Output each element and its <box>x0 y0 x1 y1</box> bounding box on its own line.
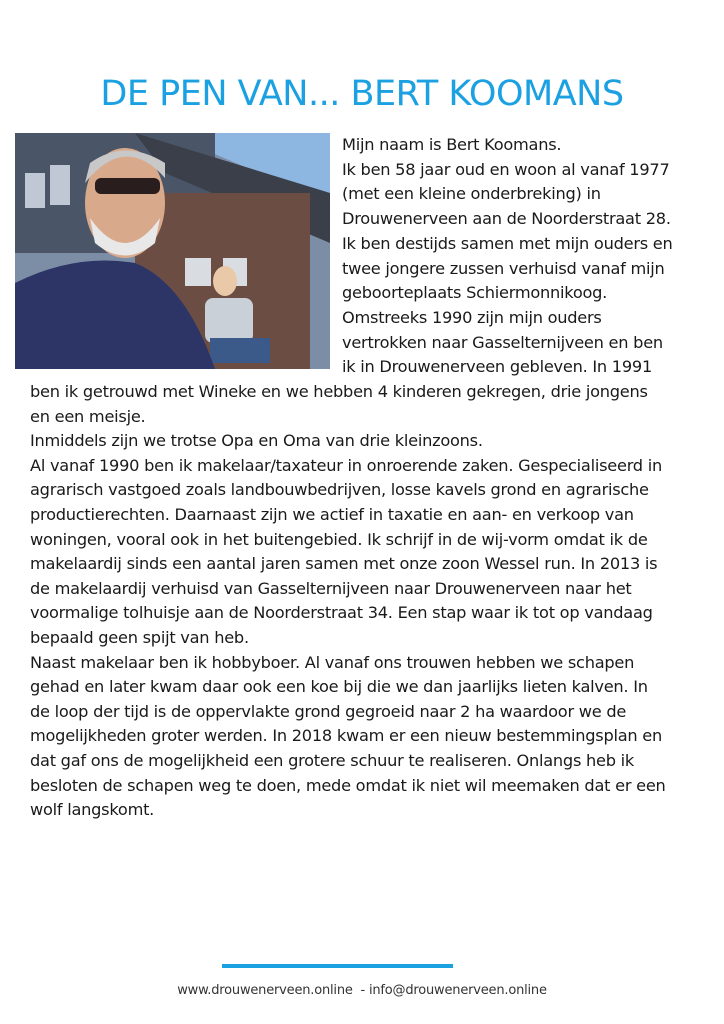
intro-line: ik in Drouwenerveen gebleven. In 1991 <box>342 357 653 377</box>
body-line: productierechten. Daarnaast zijn we actief in taxatie en aan- en verkoop van <box>30 505 634 524</box>
portrait-photo <box>15 133 330 369</box>
body-line: ben ik getrouwd met Wineke en we hebben 4 kinderen gekregen, drie jongens <box>30 382 648 401</box>
body-line: besloten de schapen weg te doen, mede omdat ik niet wil meemaken dat er een <box>30 775 666 795</box>
body-line: mogelijkheden groter werden. In 2018 kwam er een nieuw bestemmingsplan en <box>30 726 663 746</box>
body-line: bepaald geen spijt van heb. <box>30 628 249 647</box>
body-line: woningen, vooral ook in het buitengebied. Ik schrijf in de wij-vorm omdat ik de <box>30 529 648 549</box>
body-line: de makelaardij verhuisd van Gasselternijveen naar Drouwenerveen naar het <box>30 578 632 598</box>
body-line: en een meisje. <box>30 406 146 426</box>
intro-line: vertrokken naar Gasselternijveen en ben <box>342 332 663 352</box>
body-line: de loop der tijd is de oppervlakte grond gegroeid naar 2 ha waardoor we de <box>30 701 627 721</box>
body-line: Al vanaf 1990 ben ik makelaar/taxateur in onroerende zaken. Gespecialiseerd in <box>30 455 662 475</box>
body-line: Inmiddels zijn we trotse Opa en Oma van drie kleinzoons. <box>30 431 483 451</box>
body-line: makelaardij sinds een aantal jaren samen met onze zoon Wessel run. In 2013 is <box>30 554 658 574</box>
body-line: dat gaf ons de mogelijkheid een grotere schuur te realiseren. Onlangs heb ik <box>30 751 635 770</box>
intro-line: (met een kleine onderbreking) in <box>342 184 601 204</box>
intro-line: geboorteplaats Schiermonnikoog. <box>342 283 608 303</box>
footer-contact: www.drouwenerveen.online - info@drouwenerveen.online <box>177 983 547 998</box>
intro-line: Omstreeks 1990 zijn mijn ouders <box>342 307 602 327</box>
page-title: DE PEN VAN... BERT KOOMANS <box>100 74 624 114</box>
intro-line: Ik ben 58 jaar oud en woon al vanaf 1977 <box>342 159 670 179</box>
body-line: gehad en later kwam daar ook een koe bij die we dan jaarlijks lieten kalven. In <box>30 677 648 697</box>
intro-line: Mijn naam is Bert Koomans. <box>342 135 562 154</box>
intro-line: twee jongere zussen verhuisd vanaf mijn <box>342 258 665 278</box>
intro-line: Ik ben destijds samen met mijn ouders en <box>342 233 673 253</box>
footer-divider <box>222 964 453 968</box>
body-line: wolf langskomt. <box>30 800 155 820</box>
body-line: voormalige tolhuisje aan de Noorderstraat 34. Een stap waar ik tot op vandaag <box>30 603 653 623</box>
intro-line: Drouwenerveen aan de Noorderstraat 28. <box>342 209 671 229</box>
body-line: Naast makelaar ben ik hobbyboer. Al vanaf ons trouwen hebben we schapen <box>30 652 635 672</box>
body-line: agrarisch vastgoed zoals landbouwbedrijven, losse kavels grond en agrarische <box>30 480 649 500</box>
